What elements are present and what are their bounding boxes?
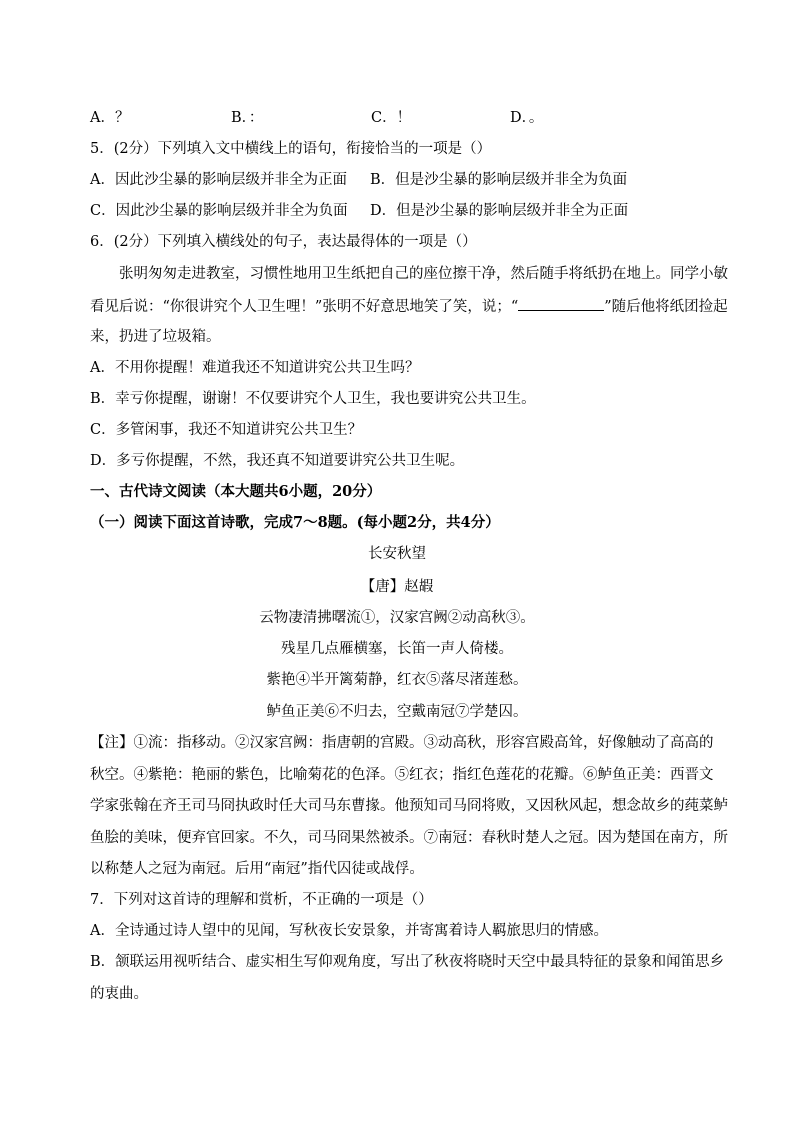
q6-passage-line-3: 来，扔进了垃圾箱。	[90, 329, 221, 345]
q7-stem: 7．下列对这首诗的理解和赏析，不正确的一项是（）	[90, 892, 433, 908]
subsection-heading: （一）阅读下面这首诗歌，完成7～8题。(每小题2分，共4分）	[90, 514, 500, 531]
notes-line-5: 以称楚人之冠为南冠。后用“南冠”指代囚徒或战俘。	[90, 861, 424, 877]
q6-passage-part-b: ”随后他将纸团捡起	[604, 299, 728, 315]
q5-option-c: C．因此沙尘暴的影响层级并非全为负面	[90, 203, 348, 219]
q6-option-d: D．多亏你提醒，不然，我还真不知道要讲究公共卫生呢。	[90, 453, 465, 469]
q4-option-a: A．？	[90, 110, 130, 126]
q4-option-b: B．：	[231, 110, 264, 126]
q6-passage-part-a: 看见后说：“你很讲究个人卫生哩！”张明不好意思地笑了笑，说；“	[90, 299, 519, 315]
q5-stem: 5．(2分）下列填入文中横线上的语句，衔接恰当的一项是（）	[90, 141, 492, 157]
poem-line-2: 残星几点雁横塞，长笛一声人倚楼。	[281, 641, 513, 657]
poem-author: 【唐】赵嘏	[360, 579, 434, 595]
q5-option-b: B．但是沙尘暴的影响层级并非全为负面	[370, 172, 628, 188]
notes-line-4: 鱼脍的美味，便弃官回家。不久，司马冏果然被杀。⑦南冠：春秋时楚人之冠。因为楚国在南方，所	[90, 830, 728, 846]
poem-line-4: 鲈鱼正美⑥不归去，空戴南冠⑦学楚囚。	[266, 704, 528, 720]
q5-option-d: D．但是沙尘暴的影响层级并非全为正面	[370, 203, 629, 219]
q4-option-c: C．！	[371, 110, 412, 126]
q6-stem: 6．(2分）下列填入横线处的句子，表达最得体的一项是（）	[90, 234, 477, 250]
notes-line-3: 学家张翰在齐王司马冏执政时任大司马东曹掾。他预知司马冏将败，又因秋风起，想念故乡的莼菜鲈	[90, 798, 728, 814]
answer-blank	[518, 296, 604, 311]
poem-title: 长安秋望	[368, 546, 426, 562]
q7-option-a: A．全诗通过诗人望中的见闻，写秋夜长安景象，并寄寓着诗人羁旅思归的情感。	[90, 923, 608, 939]
q4-option-d: D．。	[510, 110, 544, 126]
q5-option-a: A．因此沙尘暴的影响层级并非全为正面	[90, 172, 347, 188]
q6-option-b: B．幸亏你提醒，谢谢！不仅要讲究个人卫生，我也要讲究公共卫生。	[90, 391, 536, 407]
q6-option-a: A．不用你提醒！难道我还不知道讲究公共卫生吗？	[90, 360, 420, 376]
notes-line-2: 秋空。④紫艳：艳丽的紫色，比喻菊花的色泽。⑤红衣；指红色莲花的花瓣。⑥鲈鱼正美：西晋文	[90, 767, 714, 783]
q7-option-b-line-1: B．颔联运用视听结合、虚实相生写仰观角度，写出了秋夜将晓时天空中最具特征的景象和闻笛思乡	[90, 954, 725, 970]
q6-option-c: C．多管闲事，我还不知道讲究公共卫生？	[90, 422, 363, 438]
q7-option-b-line-2: 的衷曲。	[90, 986, 148, 1002]
notes-line-1: 【注】①流：指移动。②汉家宫阙：指唐朝的宫殿。③动高秋，形容宫殿高耸，好像触动了高高的	[90, 735, 714, 751]
poem-line-1: 云物凄清拂曙流①，汉家宫阙②动高秋③。	[259, 610, 535, 626]
q6-passage-line-1: 张明匆匆走进教室，习惯性地用卫生纸把自己的座位擦干净，然后随手将纸扔在地上。同学小敏	[119, 266, 728, 282]
poem-line-3: 紫艳④半开篱菊静，红衣⑤落尽渚莲愁。	[266, 672, 528, 688]
section-heading: 一、古代诗文阅读（本大题共6小题，20分）	[90, 483, 382, 500]
q6-passage-line-2	[90, 296, 728, 317]
